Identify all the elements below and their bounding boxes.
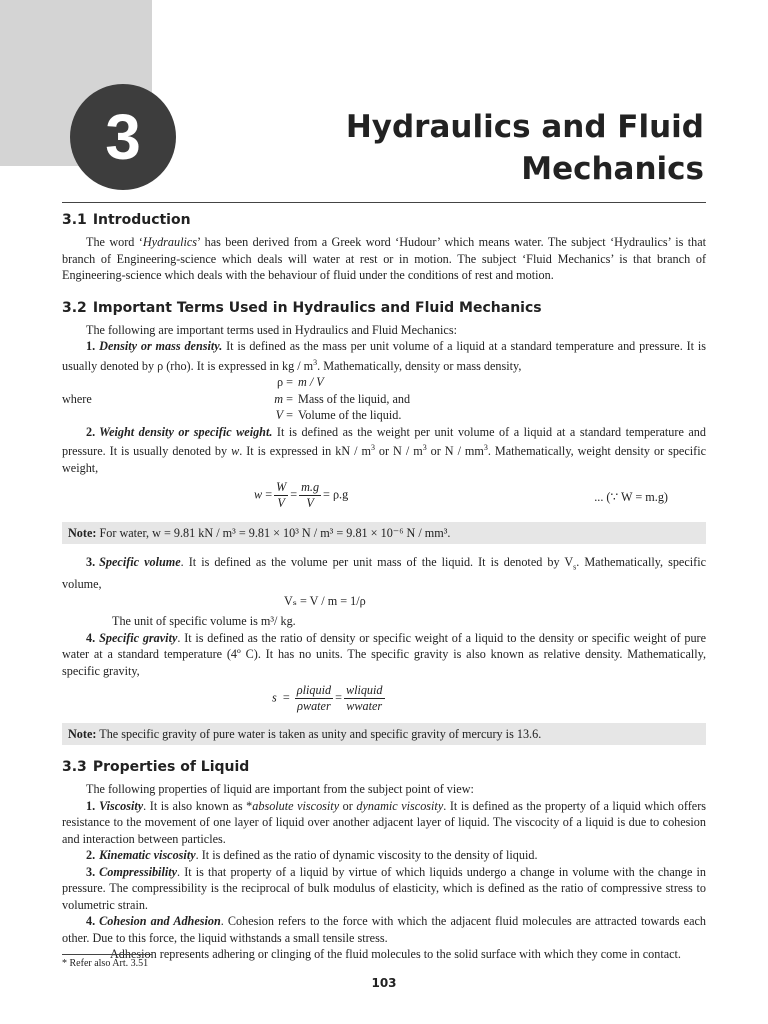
intro-paragraph: The word ‘Hydraulics’ has been derived from a Greek word ‘Hudour’ which means water. The subject ‘Hydraulics’ is that branch of Engineering-science which deals will water at rest or in motion. The subject ‘Fluid Mechanics’ is that branch of Engineering-science which deals with the behaviour of fluid under the conditions of rest and motion. [62,235,707,282]
equation-specific-gravity: s = $\frac{\text{ρliquid}}{\text{ρwater}}$ = $\frac{\text{wliquid}}{\text{wwater}}$ [272,683,383,714]
property-compressibility: 3. Compressibility. It is that property of a liquid by virtue of which liquids undergo a change in volume with the change in pressure. The compressibility is the reciprocal of bulk modulus of elasticity, which is defined as the ratio of compressive stress to volumetric strain. [62,864,706,912]
title-rule [62,202,706,203]
section-heading-properties: 3.3 Properties of Liquid [62,759,250,776]
section-heading-terms: 3.2 Important Terms Used in Hydraulics and Fluid Mechanics [62,299,542,316]
specific-volume-unit: The unit of specific volume is m³/ kg. [112,614,296,629]
equation-volume: V = Volume of the liquid. [275,408,402,423]
footnote: * Refer also Art. 3.51 [62,958,149,969]
chapter-number: 3 [70,84,176,190]
chapter-title [284,106,704,190]
chapter-title-line1: Hydraulics and Fluid [345,109,704,145]
chapter-title-line2: Mechanics [521,151,704,187]
property-kinematic-viscosity: 2. Kinematic viscosity. It is defined as the ratio of dynamic viscosity to the density of liquid. [86,848,538,863]
equation-specific-volume: Vₛ = V / m = 1/ρ [284,593,366,608]
page-number: 103 [371,976,397,990]
equation-weight-density: w = $\frac{W}{V}$ = $\frac{m.g}{V}$ = ρ.g ... (∵ W = m.g) [254,480,668,511]
note-water-weight: Note: For water, w = 9.81 kN / m³ = 9.81 × 10³ N / m³ = 9.81 × 10⁻⁶ N / mm³. [62,522,706,544]
footnote-rule [62,954,152,955]
term-specific-gravity: 4. Specific gravity. It is defined as the ratio of density or specific weight of a liquid to the density or specific weight of pure water at a standard temperature (4º C). It has no units. The specific gravity is also known as relative density. Mathematically, specific gravity, [62,630,707,678]
page-content [62,212,706,963]
property-viscosity: 1. Viscosity. It is also known as *absolute viscosity or dynamic viscosity. It is defined as the property of a liquid which offers resistance to the movement of one layer of liquid over another adjacent layer of liquid. The viscocity of a liquid is due to cohesion and interaction between particles. [62,798,706,846]
term-density: 1. Density or mass density. It is defined as the mass per unit volume of a liquid at a standard temperature and pressure. It is usually denoted by ρ (rho). It is expressed in kg / $m^3$. Mathematically, density or mass density, [62,339,706,373]
property-cohesion-adhesion: 4. Cohesion and Adhesion. Cohesion refers to the force with which the adjacent fluid molecules are attracted towards each other. Due to this force, the liquid withstands a small tensile stress. [62,914,706,945]
properties-intro: The following properties of liquid are important from the subject point of view: [86,782,474,797]
adhesion-paragraph: Adhesion represents adhering or clinging of the fluid molecules to the solid surface with which they come in contact. [110,947,681,962]
section-heading-intro: 3.1 Introduction [62,212,191,228]
terms-intro: The following are important terms used in Hydraulics and Fluid Mechanics: [86,322,457,337]
note-specific-gravity: Note: The specific gravity of pure water is taken as unity and specific gravity of mercury is 13.6. [62,723,706,745]
term-specific-volume: 3. Specific volume. It is defined as the volume per unit mass of the liquid. It is denoted by $V_s$. Mathematically, specific volume, [62,555,706,592]
equation-density: ρ = m / V [276,375,324,390]
term-weight-density: 2. Weight density or specific weight. It is defined as the weight per unit volume of a liquid at a standard temperature and pressure. It is usually denoted by w. It is expressed in kN / $m^3$ or N / $m^3$ or N / $mm^3$. Mathematically, weight density or specific weight, [62,424,706,475]
equation-mass: where m = Mass of the liquid, and [62,391,411,406]
